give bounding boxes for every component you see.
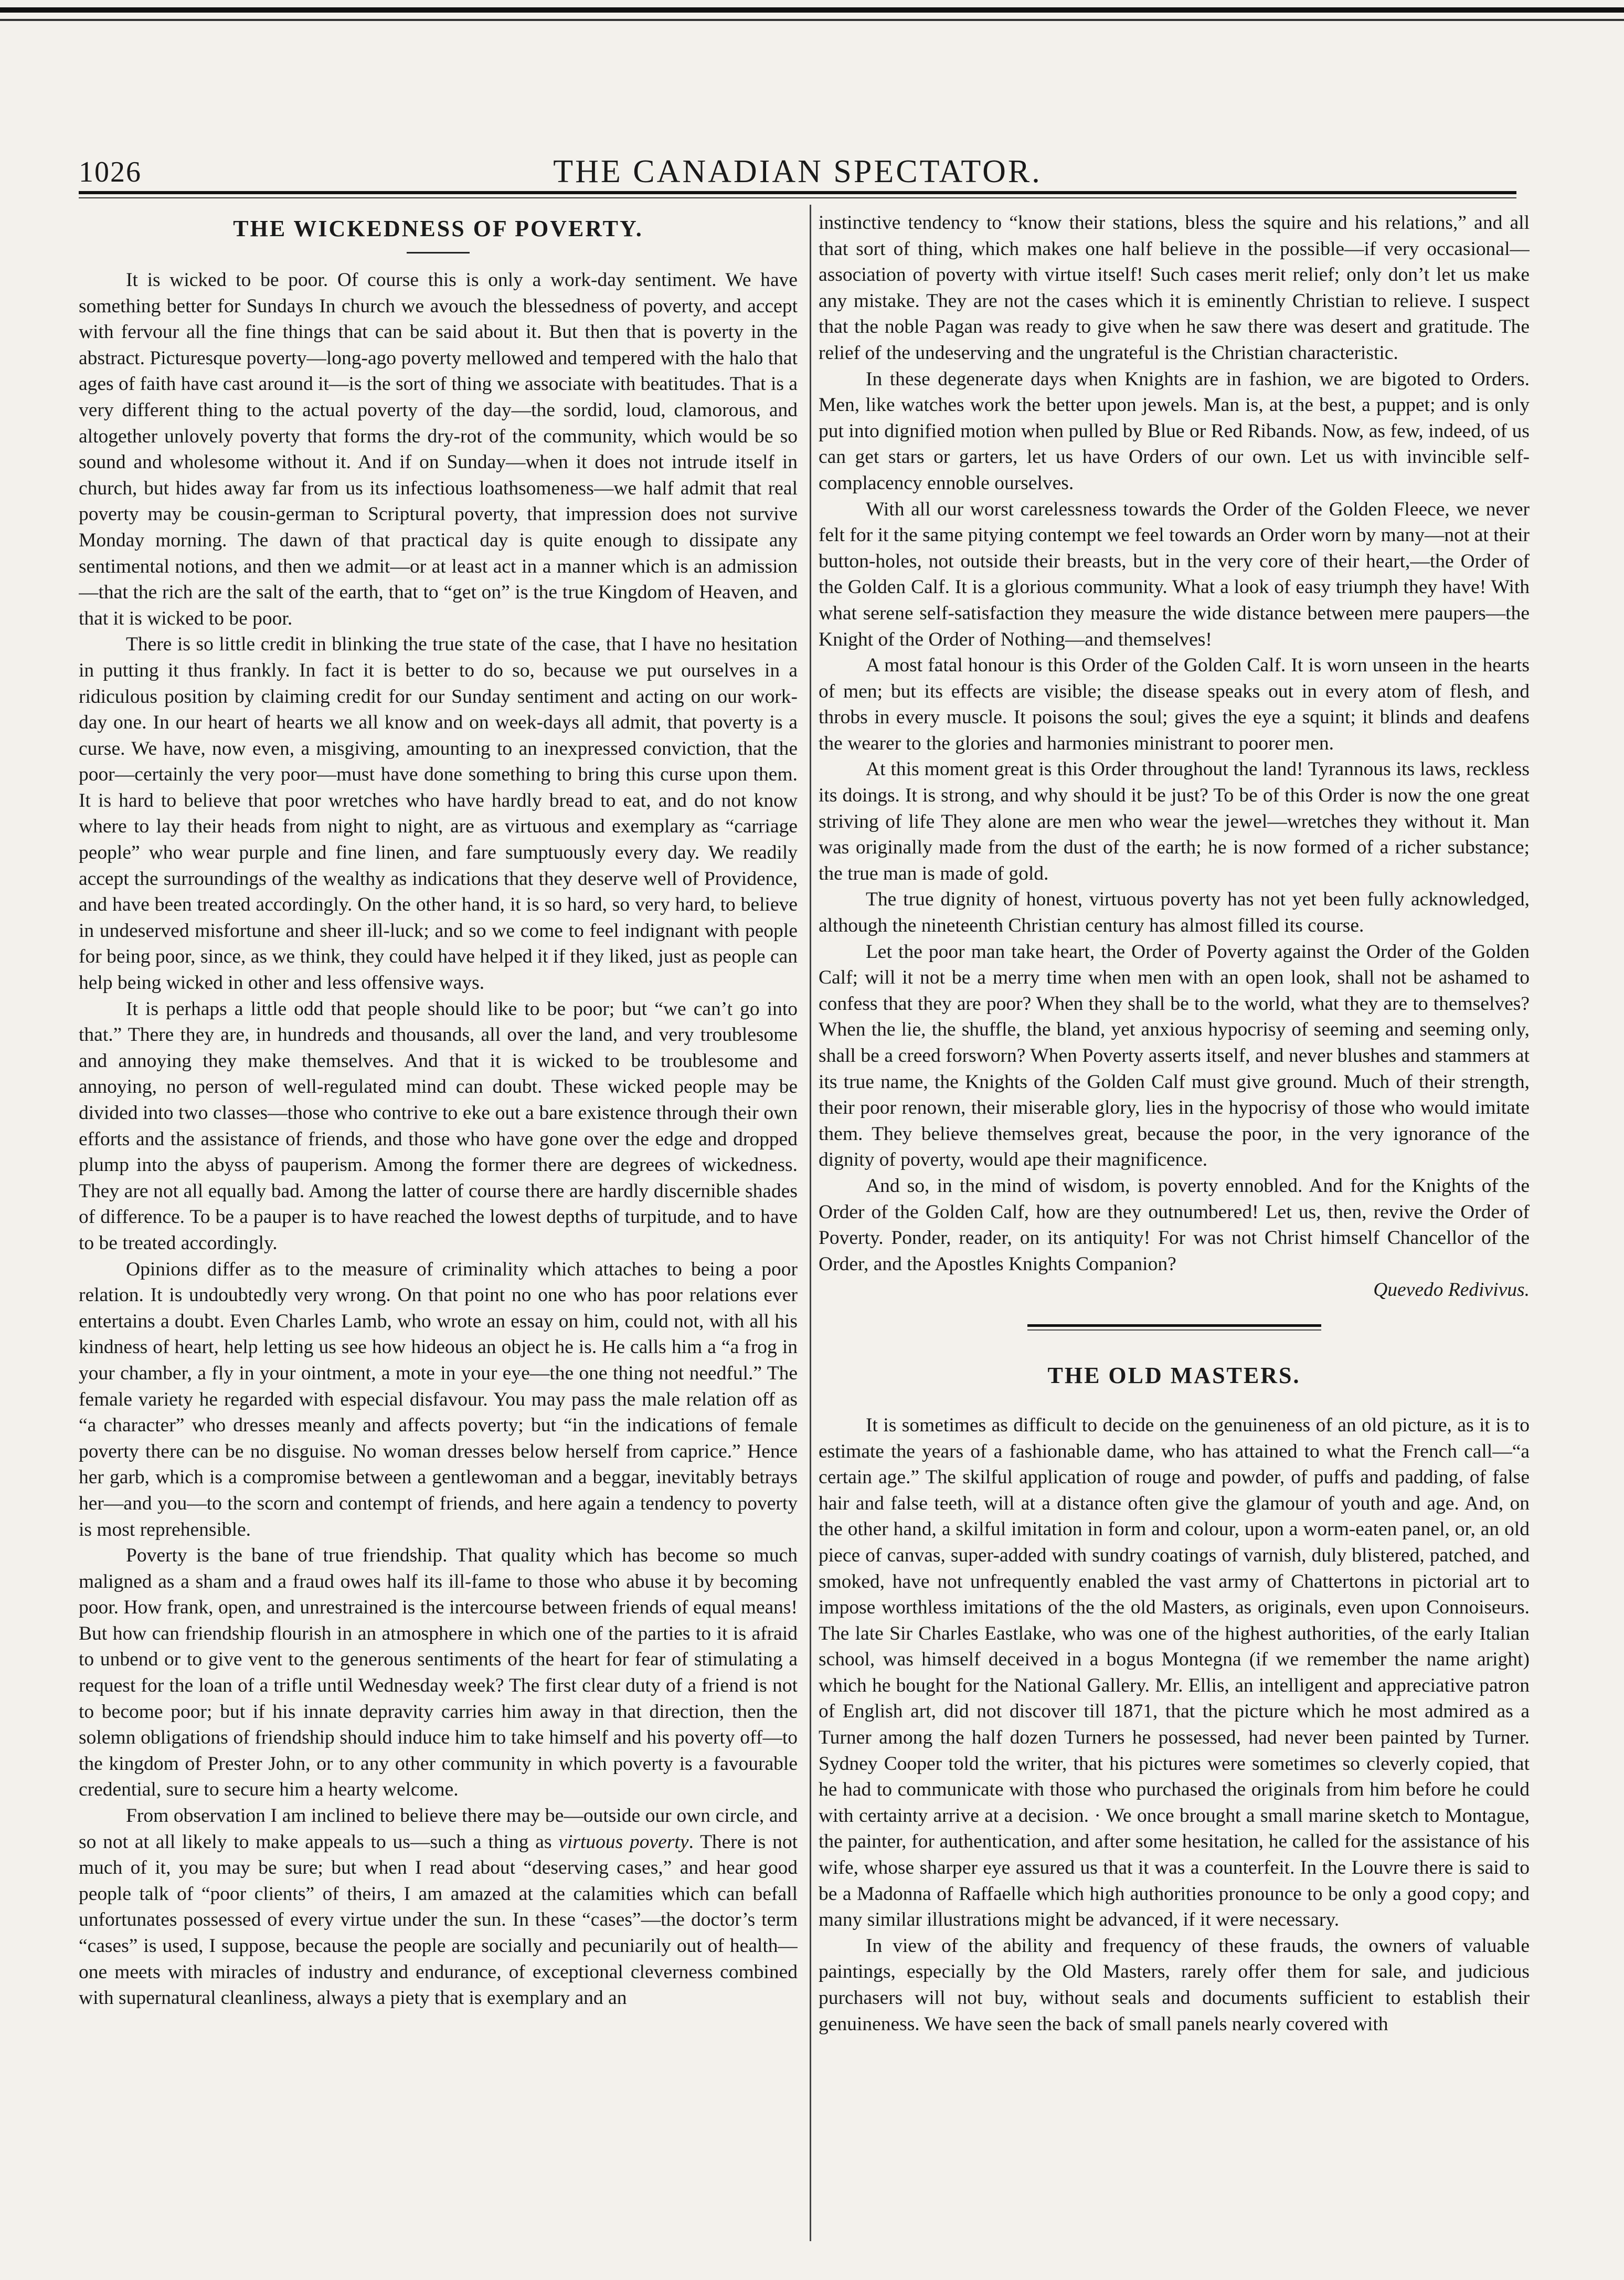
page-header xyxy=(79,150,1516,197)
section-rule-thin xyxy=(1027,1329,1321,1331)
signature-line xyxy=(819,1277,1530,1303)
paragraph: There is so little credit in blinking the true state of the case, that I have no hesitation in putting it thus frankly. In fact it is better to do so, because we put ourselves in a ridiculous position by claiming credit for our Sunday sentiment and acting on our work-day one. In our heart of hearts we all know and on week-days all admit, that poverty is a curse. We have, now even, a misgiving, amounting to an inexpressed conviction, that the poor—certainly the very poor—must have done something to bring this curse upon them. It is hard to believe that poor wretches who have hardly bread to eat, and do not know where to lay their heads from night to night, are as virtuous and exemplary as “carriage people” who wear purple and fine linen, and fare sumptuously every day. We readily accept the surroundings of the wealthy as indications that they deserve well of Providence, and have been treated accordingly. On the other hand, it is so hard, so very hard, to believe in undeserved misfortune and sheer ill-luck; and so we come to feel indignant with people for being poor, since, as we think, they could have helped it if they liked, just as people can help being wicked in other and less offensive ways. xyxy=(79,634,798,994)
paragraph-text: . There is not much of it, you may be sure; but when I read about “deserving cases,” and hear good people talk of “poor clients” of theirs, I am amazed at the calamities which can befall unfortunates possessed of every virtue under the sun. In these “cases”—the doctor’s term “cases” is used, I suppose, because the people are socially and pecuniarily out of health—one meets with miracles of industry and endurance, of exceptional cleverness combined with supernatural cleanliness, always a piety that is exemplary and an xyxy=(79,1831,798,2009)
column-divider xyxy=(810,205,811,2241)
paragraph-text: From observation I am inclined to believe there may be—outside our own circle, and so not at all likely to make appeals to us—such a thing as xyxy=(79,1805,798,1853)
paragraph: instinctive tendency to “know their stations, bless the squire and his relations,” and all that sort of thing, which makes one half believe in the possible—if very occasional—association of poverty with virtue itself! Such cases merit relief; only don’t let us make any mistake. They are not the cases which it is eminently Christian to relieve. I suspect that the noble Pagan was ready to give when he saw there was desert and gratitude. The relief of the undeserving and the ungrateful is the Christian characteristic. xyxy=(819,212,1530,364)
section-rule xyxy=(1027,1324,1321,1327)
article-title: THE OLD MASTERS. xyxy=(1047,1362,1301,1388)
top-border-rule xyxy=(0,7,1624,13)
paragraph: And so, in the mind of wisdom, is poverty ennobled. And for the Knights of the Order of the Golden Calf, how are they outnumbered! Let us, then, revive the Order of Poverty. Ponder, reader, on its antiquity! For was not Christ himself Chancellor of the Order, and the Apostles Knights Companion? xyxy=(819,1175,1530,1275)
header-rule xyxy=(79,191,1516,194)
top-border-rule-thin xyxy=(0,19,1624,21)
paragraph: Poverty is the bane of true friendship. That quality which has become so much maligned as a sham and a fraud owes half its ill-fame to those who abuse it by becoming poor. How frank, open, and unrestrained is the intercourse between friends of equal means! But how can friendship flourish in an atmosphere in which one of the parties to it is afraid to unbend or to give vent to the generous sentiments of the heart for fear of stimulating a request for the loan of a trifle until Wednesday week? The first clear duty of a friend is not to become poor; but if his innate depravity carries him away in that direction, then the solemn obligations of friendship should induce him to take himself and his poverty off—to the kingdom of Prester John, or to any other community in which poverty is a favourable credential, sure to secure him a hearty welcome. xyxy=(79,1545,798,1801)
title-rule xyxy=(407,252,470,254)
paragraph: In these degenerate days when Knights are in fashion, we are bigoted to Orders. Men, like watches work the better upon jewels. Man is, at the best, a puppet; and is only put into dignified motion when pulled by Blue or Red Ribands. Now, as few, indeed, of us can get stars or garters, let us have Orders of our own. Let us with invincible self-complacency ennoble ourselves. xyxy=(819,368,1530,494)
paragraph: It is sometimes as difficult to decide on the genuineness of an old picture, as it is to estimate the years of a fashionable dame, who has attained to what the French call—“a certain age.” The skilful application of rouge and powder, of puffs and padding, of false hair and false teeth, will at a distance often give the glamour of youth and age. And, on the other hand, a skilful imitation in form and colour, upon a worm-eaten panel, or, an old piece of canvas, super-added with sundry coatings of varnish, duly blistered, patched, and smoked, have not unfrequently enabled the vast army of Chattertons in pictorial art to impose worthless imitations of the the old Masters, as originals, even upon Connoiseurs. The late Sir Charles Eastlake, who was one of the highest authorities, of the early Italian school, was himself deceived in a bogus Montegna (if we remember the name aright) which he bought for the National Gallery. Mr. Ellis, an intelligent and appreciative patron of English art, did not discover till 1871, that the picture which he most admired as a Turner among the half dozen Turners he possessed, had never been painted by Turner. Sydney Cooper told the writer, that his pictures were sometimes so cleverly copied, that he had to communicate with those who purchased the originals from him before he could with certainty arrive at a decision. · We once brought a small marine sketch to Montague, the painter, for authentication, and after some hesitation, he called for the assistance of his wife, whose sharper eye assured us that it was a counterfeit. In the Louvre there is said to be a Madonna of Raffaelle which high authorities pronounce to be only a good copy; and many similar illustrations might be advanced, if it were necessary. xyxy=(819,1414,1530,1931)
paragraph xyxy=(79,1803,798,2011)
paragraph: A most fatal honour is this Order of the Golden Calf. It is worn unseen in the hearts of men; but its effects are visible; the disease speaks out in every atom of flesh, and throbs in every muscle. It poisons the soul; gives the eye a squint; it blinds and deafens the wearer to the glories and harmonies ministrant to poorer men. xyxy=(819,655,1530,754)
left-column xyxy=(79,210,798,2236)
journal-title: THE CANADIAN SPECTATOR. xyxy=(553,154,1042,189)
right-column xyxy=(819,210,1530,2236)
paragraph: Let the poor man take heart, the Order of Poverty against the Order of the Golden Calf; will it not be a merry time when men with an open look, shall not be ashamed to confess that they are poor? When they shall be to the world, what they are to themselves? When the lie, the shuffle, the bland, yet anxious hypocrisy of seeming and seeming only, shall be a creed forsworn? When Poverty asserts itself, and never blushes and stammers at its true name, the Knights of the Golden Calf must give ground. Much of their strength, their poor renown, their miserable glory, lies in the hypocrisy of those who would imitate them. They believe themselves great, because the poor, in the very ignorance of the dignity of poverty, would ape their magnificence. xyxy=(819,941,1530,1171)
paragraph: With all our worst carelessness towards the Order of the Golden Fleece, we never felt for it the same pitying contempt we feel towards an Order worn by many—not at their button-holes, not outside their breasts, but in the very core of their heart,—the Order of the Golden Calf. It is a glorious community. What a look of easy triumph they have! With what serene self-satisfaction they measure the wide distance between mere paupers—the Knight of the Order of Nothing—and themselves! xyxy=(819,498,1530,650)
paragraph: At this moment great is this Order throughout the land! Tyrannous its laws, reckless its doings. It is strong, and why should it be just? To be of this Order is now the one great striving of life They alone are men who wear the jewel—wretches they without it. Man was originally made from the dust of the earth; he is now formed of a richer substance; the true man is made of gold. xyxy=(819,758,1530,884)
paragraph: It is perhaps a little odd that people should like to be poor; but “we can’t go into that.” There they are, in hundreds and thousands, all over the land, and very troublesome and annoying they make themselves. And that it is wicked to be troublesome and annoying, no person of well-regulated mind can doubt. These wicked people may be divided into two classes—those who contrive to eke out a bare existence through their own efforts and the assistance of friends, and those who have gone over the edge and dropped plump into the abyss of pauperism. Among the former there are degrees of wickedness. They are not all equally bad. Among the latter of course there are hardly discernible shades of difference. To be a pauper is to have reached the lowest depths of turpitude, and to have to be treated accordingly. xyxy=(79,998,798,1254)
paragraph: The true dignity of honest, virtuous poverty has not yet been fully acknowledged, although the nineteenth Christian century has almost filled its course. xyxy=(819,889,1530,937)
header-rule-thin xyxy=(79,197,1516,198)
page-number: 1026 xyxy=(79,156,142,188)
paragraph: In view of the ability and frequency of these frauds, the owners of valuable paintings, especially by the Old Masters, rarely offer them for sale, and judicious purchasers will not buy, without seals and documents sufficient to establish their genuineness. We have seen the back of small panels nearly covered with xyxy=(819,1935,1530,2035)
paragraph: It is wicked to be poor. Of course this is only a work-day sentiment. We have something better for Sundays In church we avouch the blessedness of poverty, and accept with fervour all the fine things that can be said about it. But then that is poverty in the abstract. Picturesque poverty—long-ago poverty mellowed and tempered with the halo that ages of faith have cast around it—is the sort of thing we associate with beatitudes. That is a very different thing to the actual poverty of the day—the sordid, loud, clamorous, and altogether unlovely poverty that forms the dry-rot of the community, which would be so sound and wholesome without it. And if on Sunday—when it does not intrude itself in church, but hides away far from us its infectious loathsomeness—we half admit that real poverty may be cousin-german to Scriptural poverty, that impression does not survive Monday morning. The dawn of that practical day is quite enough to dissipate any sentimental notions, and then we admit—or at least act in a manner which is an admission—that the rich are the salt of the earth, that to “get on” is the true Kingdom of Heaven, and that it is wicked to be poor. xyxy=(79,269,798,629)
article-title: THE WICKEDNESS OF POVERTY. xyxy=(233,216,643,241)
author-signature: Quevedo Redivivus. xyxy=(1373,1279,1530,1301)
italic-phrase: virtuous poverty xyxy=(558,1831,689,1853)
paragraph: Opinions differ as to the measure of criminality which attaches to being a poor relation. It is undoubtedly very wrong. On that point no one who has poor relations ever entertains a doubt. Even Charles Lamb, who wrote an essay on him, could not, with all his kindness of heart, help letting us see how hideous an object he is. He calls him a “a frog in your chamber, a fly in your ointment, a mote in your eye—the one thing not needful.” The female variety he regarded with especial disfavour. You may pass the male relation off as “a character” who dresses meanly and affects poverty; but “in the indications of female poverty there can be no disguise. No woman dresses below herself from caprice.” Hence her garb, which is a compromise between a gentlewoman and a beggar, inevitably betrays her—and you—to the scorn and contempt of friends, and here again a tendency to poverty is most reprehensible. xyxy=(79,1258,798,1540)
section-separator xyxy=(819,1324,1530,1331)
